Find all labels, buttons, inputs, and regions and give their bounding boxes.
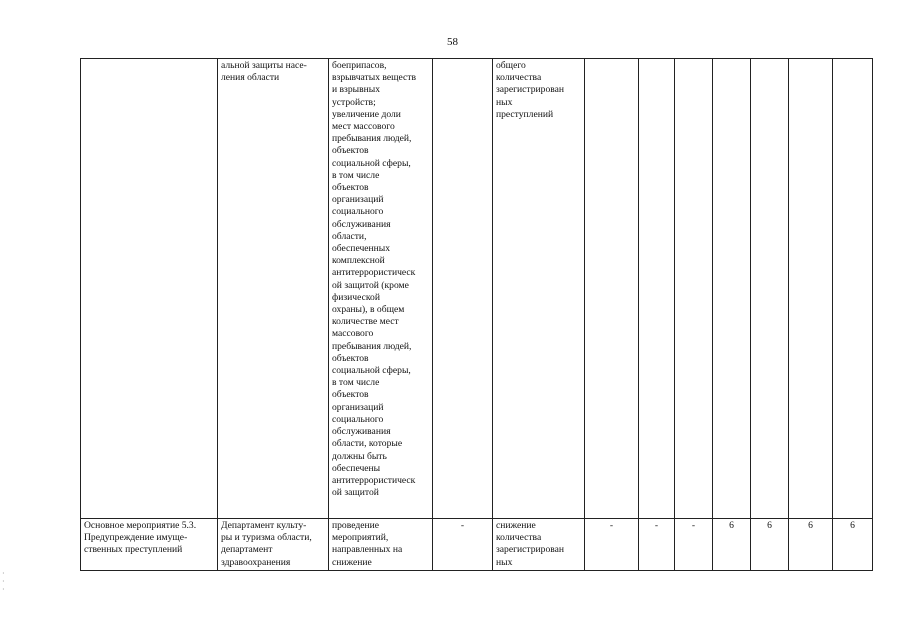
table-row: [81, 59, 873, 519]
activity-cell: Основное мероприятие 5.3. Предупреждение имуще- ственных преступлений: [81, 519, 218, 571]
value-cell: -: [433, 519, 493, 571]
year-value-cell: -: [585, 519, 639, 571]
year-value-cell: 6: [833, 519, 873, 571]
year-value-cell: 6: [713, 519, 751, 571]
year-value-cell: 6: [789, 519, 833, 571]
year-value-cell: [675, 59, 713, 519]
year-value-cell: [833, 59, 873, 519]
description-cell: боеприпасов, взрывчатых веществ и взрывных устройств; увеличение доли мест массового пребывания людей, объектов социальной сферы, в том числе объектов организаций социального обслуживания области, обеспеченных комплексной антитеррористическ ой защитой (кроме физической охраны), в общем количестве мест массового пребывания людей, объектов социальной сферы, в том числе объектов организаций социального обслуживания области, которые должны быть обеспечены антитеррористическ ой защитой: [329, 59, 433, 519]
year-value-cell: [713, 59, 751, 519]
year-value-cell: 6: [751, 519, 789, 571]
year-value-cell: [585, 59, 639, 519]
executor-cell: Департамент культу- ры и туризма области, департамент здравоохранения: [218, 519, 329, 571]
indicator-cell: снижение количества зарегистрирован ных: [493, 519, 585, 571]
scan-edge-mark: · · ·: [2, 569, 5, 594]
activity-cell: [81, 59, 218, 519]
year-value-cell: -: [675, 519, 713, 571]
value-cell: [433, 59, 493, 519]
table-row: [81, 519, 873, 571]
program-table: [80, 58, 873, 571]
year-value-cell: [751, 59, 789, 519]
year-value-cell: [789, 59, 833, 519]
page-number: 58: [447, 36, 458, 48]
executor-cell: альной защиты насе- ления области: [218, 59, 329, 519]
year-value-cell: -: [639, 519, 675, 571]
year-value-cell: [639, 59, 675, 519]
indicator-cell: общего количества зарегистрирован ных преступлений: [493, 59, 585, 519]
description-cell: проведение мероприятий, направленных на снижение: [329, 519, 433, 571]
